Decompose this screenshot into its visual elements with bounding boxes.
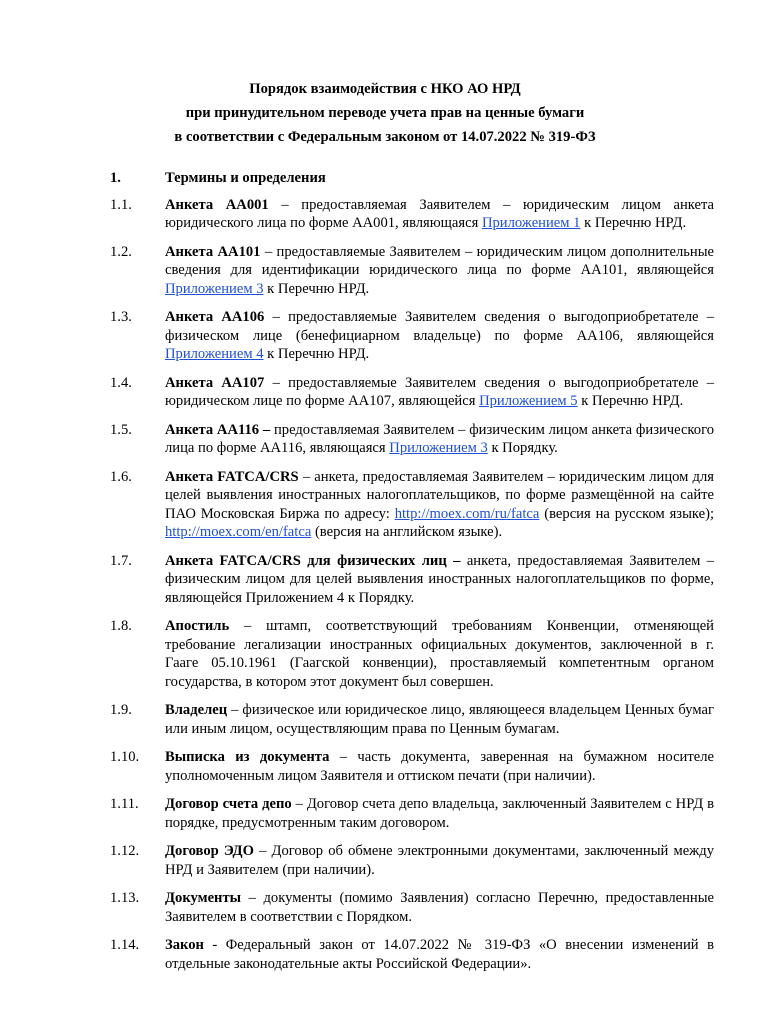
definition-item-1-14 (110, 936, 714, 973)
item-text (165, 701, 714, 738)
item-number: 1.8. (110, 618, 132, 634)
term: Анкета FATCA/CRS (165, 468, 299, 485)
definition-text: – предоставляемые Заявителем сведения о выгодоприобретателе – физическом лице (бенефициарном владельце) по форме АА106, являющейся (165, 309, 715, 344)
document-title (56, 77, 714, 149)
item-number: 1.6. (110, 468, 132, 485)
definition-text-end: к Порядку. (487, 440, 558, 456)
item-text (165, 196, 714, 233)
term: Выписка из документа (165, 749, 330, 765)
definition-text-end: к Перечню НРД. (580, 215, 687, 231)
term: Владелец (165, 702, 228, 718)
definition-item-1-8 (110, 617, 714, 691)
item-number: 1.13. (110, 890, 140, 906)
definition-text: – часть документа, заверенная на бумажном носителе уполномоченным лицом Заявителя и оттиском печати (при наличии). (165, 749, 714, 784)
term: Документы (165, 890, 242, 906)
definition-item-1-4 (110, 374, 714, 411)
item-number: 1.2. (110, 243, 132, 260)
item-text (165, 468, 714, 542)
definition-text: - Федеральный закон от 14.07.2022 № 319-ФЗ «О внесении изменений в отдельные законодательные акты Российской Федерации». (165, 937, 714, 972)
definition-item-1-13 (110, 889, 714, 926)
item-text (165, 748, 714, 785)
item-number: 1.14. (110, 937, 140, 953)
definition-text: – анкета, предоставляемая Заявителем – юридическим лицом для целей выявления иностранных налогоплательщиков, по форме размещённой на сайте ПАО Московская Биржа по адресу: (165, 468, 714, 522)
item-number: 1.4. (110, 374, 132, 391)
definition-text-end: к Перечню НРД. (263, 280, 370, 297)
term: Анкета АА001 (165, 196, 269, 213)
definition-item-1-7 (110, 552, 714, 608)
definition-item-1-1 (110, 196, 714, 233)
item-number: 1.10. (110, 749, 140, 765)
term: Закон (165, 937, 204, 953)
item-number: 1.7. (110, 552, 132, 569)
item-text (165, 308, 714, 364)
term: Апостиль (165, 618, 230, 634)
definition-text: – Договор счета депо владельца, заключенный Заявителем с НРД в порядке, предусмотренным таким договором. (165, 796, 714, 831)
fatca-ru-link[interactable]: http://moex.com/ru/fatca (394, 505, 540, 522)
section-title: Термины и определения (165, 170, 326, 186)
appendix-link[interactable]: Приложением 5 (479, 393, 578, 409)
term: Анкета FATCA/CRS для физических лиц – (165, 552, 461, 569)
item-number: 1.12. (110, 843, 140, 859)
definition-text-end: к Перечню НРД. (263, 346, 370, 362)
term: Анкета АА106 (165, 309, 265, 325)
item-number: 1.3. (110, 309, 132, 325)
section-number: 1. (110, 170, 121, 186)
definition-item-1-2 (110, 243, 714, 299)
definition-text-mid: (версия на русском языке); (539, 505, 714, 522)
definition-item-1-9 (110, 701, 714, 738)
item-number: 1.5. (110, 421, 132, 438)
title-line-3: в соответствии с Федеральным законом от 14.07.2022 № 319-ФЗ (174, 129, 596, 145)
item-text (165, 842, 714, 879)
definition-text: – предоставляемая Заявителем – юридическим лицом анкета юридического лица по форме АА001, являющаяся (165, 196, 714, 231)
definition-item-1-12 (110, 842, 714, 879)
term: Договор ЭДО (165, 843, 254, 859)
appendix-link[interactable]: Приложением 3 (165, 280, 264, 297)
definition-text-end: (версия на английском языке). (311, 524, 503, 540)
definition-text-end: к Перечню НРД. (577, 393, 684, 409)
item-number: 1.1. (110, 196, 132, 213)
term: Анкета АА101 (165, 243, 261, 260)
fatca-en-link[interactable]: http://moex.com/en/fatca (165, 524, 312, 540)
definition-item-1-10 (110, 748, 714, 785)
definition-text: анкета, предоставляемая Заявителем – физическим лицом для целей выявления иностранных налогоплательщиков по форме, являющейся Приложением 4 к Порядку. (165, 552, 714, 606)
item-text (165, 421, 714, 458)
term: Анкета АА116 – (165, 421, 271, 438)
appendix-link[interactable]: Приложением 4 (165, 346, 264, 362)
definition-text: – физическое или юридическое лицо, являющееся владельцем Ценных бумаг или иным лицом, осуществляющим права по Ценным бумагам. (165, 702, 714, 737)
term: Договор счета депо (165, 796, 292, 812)
item-text (165, 617, 714, 691)
definition-text: – документы (помимо Заявления) согласно Перечню, предоставленные Заявителем в соответствии с Порядком. (165, 890, 714, 925)
title-line-2: при принудительном переводе учета прав на ценные бумаги (185, 105, 585, 121)
definition-item-1-3 (110, 308, 714, 364)
item-text (165, 374, 714, 411)
item-text (165, 936, 714, 973)
section-heading (110, 169, 714, 188)
item-text (165, 552, 714, 608)
appendix-link[interactable]: Приложением 3 (389, 440, 488, 456)
term: Анкета АА107 (165, 374, 265, 391)
item-number: 1.11. (110, 796, 139, 812)
item-number: 1.9. (110, 702, 132, 718)
appendix-link[interactable]: Приложением 1 (481, 215, 581, 231)
definition-text: – штамп, соответствующий требованиям Конвенции, отменяющей требование легализации иностранных официальных документов, заключенной в г. Гааге 05.10.1961 (Гаагской конвенции), проставляемый компетентным органом государства, в котором этот документ был совершен. (165, 618, 714, 690)
item-text (165, 889, 714, 926)
definition-text: – предоставляемые Заявителем – юридическим лицом дополнительные сведения для идентификации юридического лица по форме АА101, являющейся (165, 243, 715, 278)
definition-text: – предоставляемые Заявителем сведения о выгодоприобретателе – юридическом лице по форме АА107, являющейся (165, 374, 715, 409)
title-line-1: Порядок взаимодействия с НКО АО НРД (249, 81, 521, 97)
definition-item-1-11 (110, 795, 714, 832)
definition-item-1-5 (110, 421, 714, 458)
item-text (165, 795, 714, 832)
definition-item-1-6 (110, 468, 714, 542)
definition-text: – Договор об обмене электронными документами, заключенный между НРД и Заявителем (при наличии). (165, 843, 714, 878)
definition-text: предоставляемая Заявителем – физическим лицом анкета физического лица по форме АА116, являющаяся (165, 421, 714, 456)
item-text (165, 243, 714, 299)
